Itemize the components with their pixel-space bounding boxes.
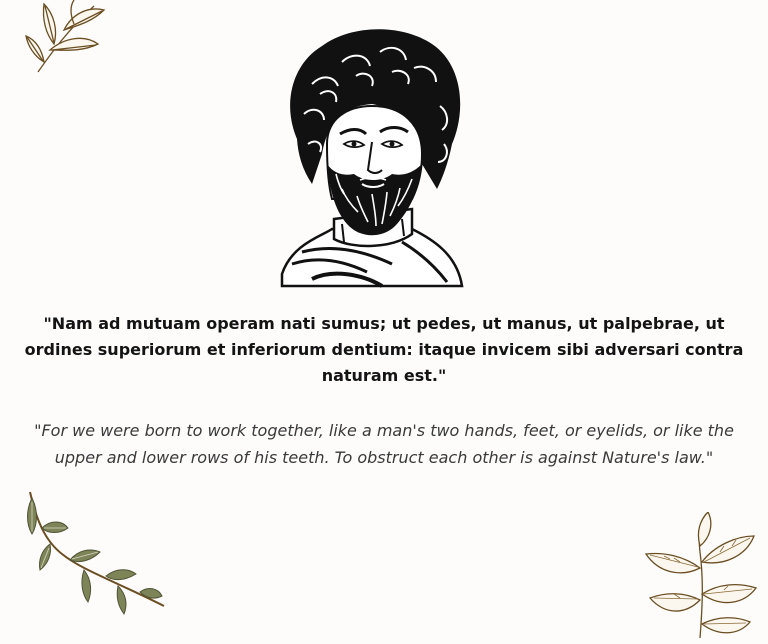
portrait-bust-icon — [272, 24, 472, 290]
english-translation: "For we were born to work together, like a man's two hands, feet, or eyelids, or like the upper and lower rows of his teeth. To obstruct each other is against Nature's law." — [34, 421, 734, 467]
leaf-sprig-icon — [24, 0, 110, 76]
olive-branch-icon — [22, 488, 172, 616]
latin-quote: "Nam ad mutuam operam nati sumus; ut pedes, ut manus, ut palpebrae, ut ordines superiorum et inferiorum dentium: itaque invicem sibi adversari contra naturam est." — [24, 314, 744, 385]
leaf-sprig-icon — [640, 512, 758, 640]
